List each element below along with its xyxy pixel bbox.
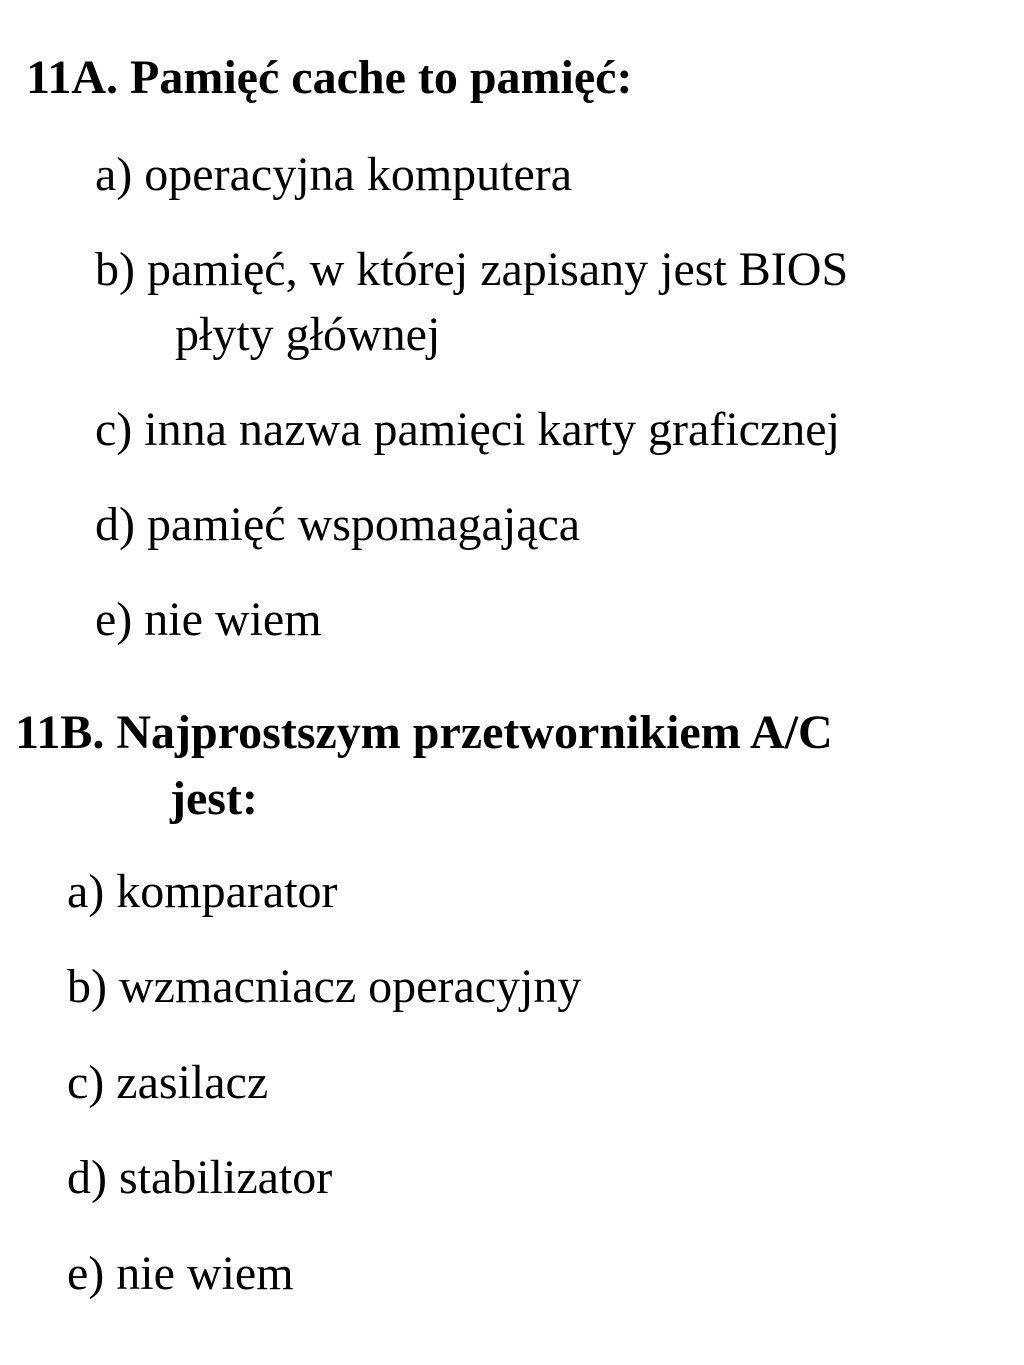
question-11a-option-b-continuation: płyty głównej bbox=[175, 308, 441, 361]
question-11b-option-e: e) nie wiem bbox=[67, 1247, 294, 1300]
question-11a-option-b: b) pamięć, w której zapisany jest BIOS bbox=[95, 243, 849, 296]
question-11a-option-c: c) inna nazwa pamięci karty graficznej bbox=[95, 403, 840, 456]
question-11b-title: 11B. Najprostszym przetwornikiem A/C bbox=[15, 706, 833, 759]
question-11a-option-d: d) pamięć wspomagająca bbox=[95, 498, 581, 551]
question-11b-option-c: c) zasilacz bbox=[67, 1056, 269, 1109]
question-11b-option-a: a) komparator bbox=[67, 865, 338, 918]
question-11a-option-a: a) operacyjna komputera bbox=[95, 148, 573, 201]
question-11a-title: 11A. Pamięć cache to pamięć: bbox=[26, 51, 633, 104]
question-11b-option-d: d) stabilizator bbox=[67, 1151, 333, 1204]
question-11a-option-e: e) nie wiem bbox=[95, 593, 322, 646]
question-11b-option-b: b) wzmacniacz operacyjny bbox=[67, 960, 582, 1013]
question-11b-title-continuation: jest: bbox=[170, 772, 258, 825]
